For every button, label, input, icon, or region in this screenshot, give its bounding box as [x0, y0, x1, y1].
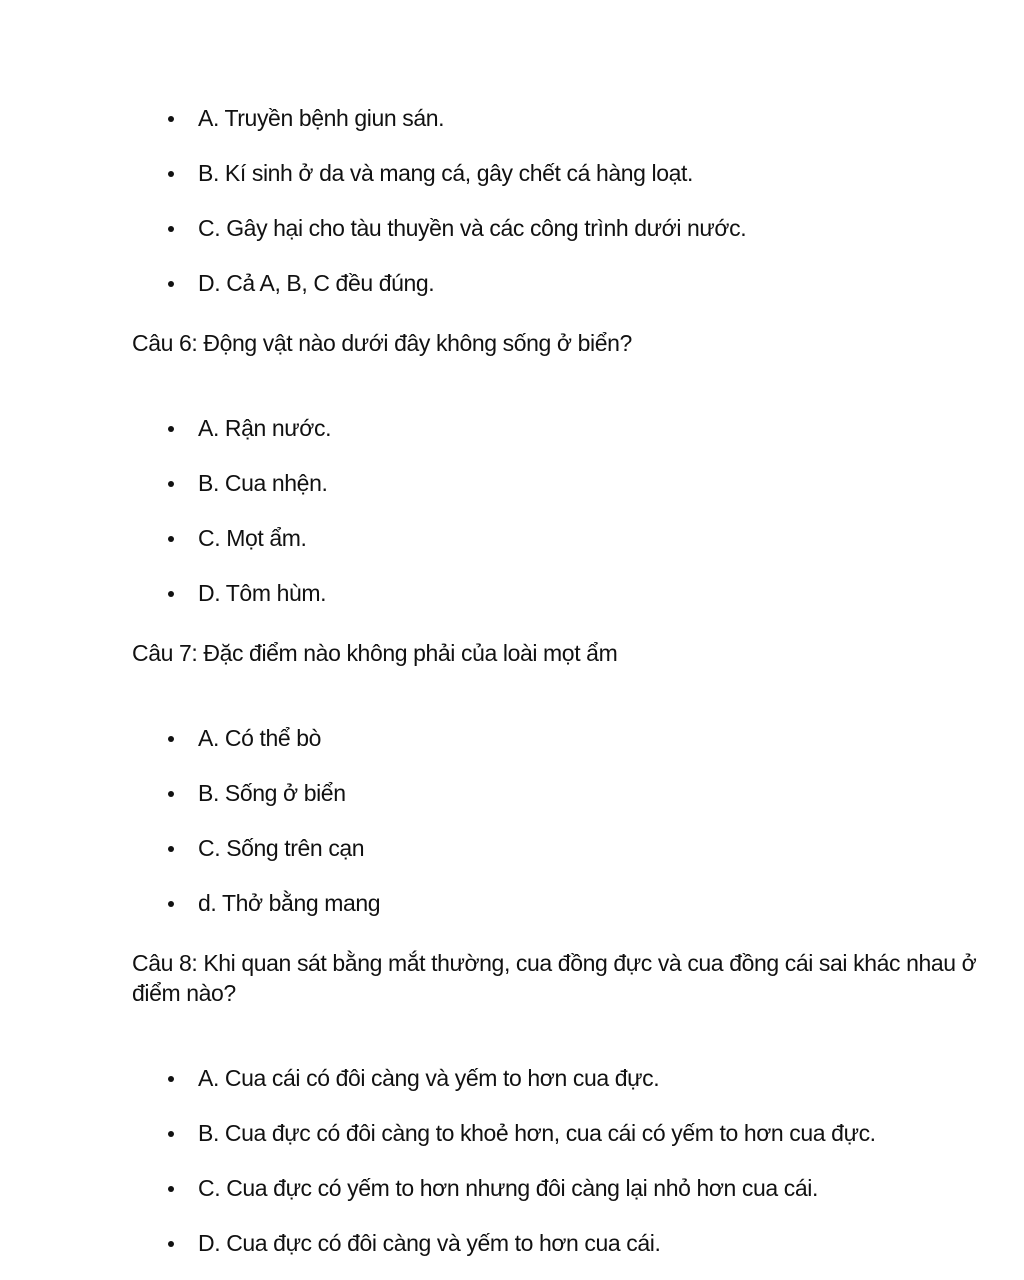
q5-option-b: B. Kí sinh ở da và mang cá, gây chết cá hàng loạt. — [198, 160, 693, 186]
q7-option-b: B. Sống ở biển — [198, 780, 346, 806]
q6-option-c: C. Mọt ẩm. — [198, 525, 307, 551]
q5-option-a: A. Truyền bệnh giun sán. — [198, 105, 445, 131]
q8-option-a: A. Cua cái có đôi càng và yếm to hơn cua đực. — [198, 1065, 660, 1091]
q8-option-b: B. Cua đực có đôi càng to khoẻ hơn, cua cái có yếm to hơn cua đực. — [198, 1120, 876, 1146]
q5-option-c: C. Gây hại cho tàu thuyền và các công trình dưới nước. — [198, 215, 747, 241]
q8-option-c: C. Cua đực có yếm to hơn nhưng đôi càng lại nhỏ hơn cua cái. — [198, 1175, 818, 1201]
q6-option-d: D. Tôm hùm. — [198, 580, 327, 606]
q6-option-a: A. Rận nước. — [198, 415, 332, 441]
q5-option-d: D. Cả A, B, C đều đúng. — [198, 270, 435, 296]
q7-option-a: A. Có thể bò — [198, 725, 322, 751]
question-8-line-2: điểm nào? — [132, 980, 236, 1006]
question-7: Câu 7: Đặc điểm nào không phải của loài mọt ẩm — [132, 640, 618, 666]
q7-option-c: C. Sống trên cạn — [198, 835, 365, 861]
q8-option-d: D. Cua đực có đôi càng và yếm to hơn cua cái. — [198, 1230, 661, 1256]
question-8-line-1: Câu 8: Khi quan sát bằng mắt thường, cua đồng đực và cua đồng cái sai khác nhau ở — [132, 950, 977, 976]
q7-option-d: d. Thở bằng mang — [198, 890, 381, 916]
question-6: Câu 6: Động vật nào dưới đây không sống ở biển? — [132, 330, 632, 356]
q6-option-b: B. Cua nhện. — [198, 470, 328, 496]
